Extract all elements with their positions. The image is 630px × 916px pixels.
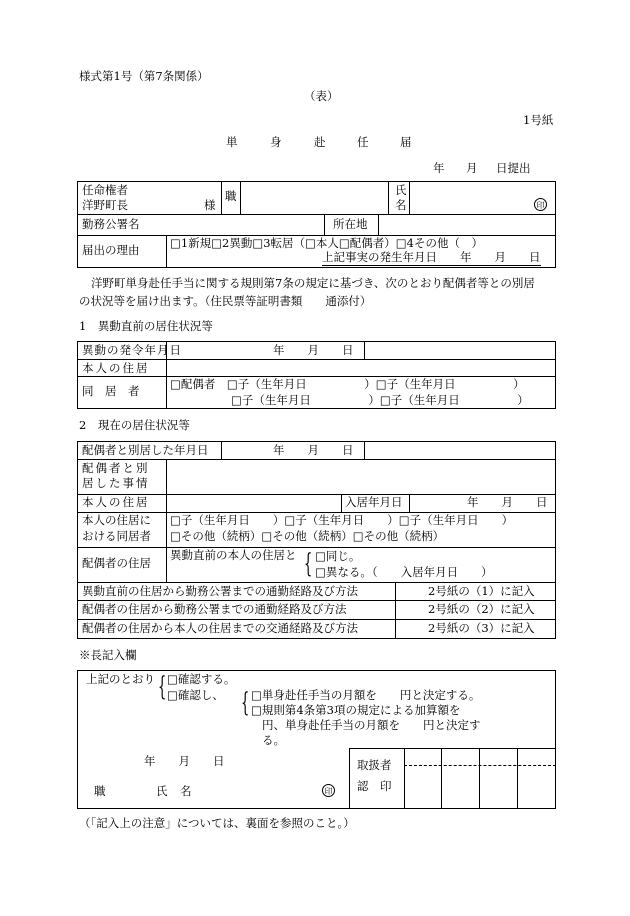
s1-residence-label: 本人の住居 [82, 361, 150, 375]
intro-line-2: の状況等を届け出ます。（住民票等証明書類 通添付） [79, 294, 372, 308]
s1-cohab-row2[interactable]: □子（生年月日 ）□子（生年月日 ） [231, 393, 529, 407]
mayor-label: 洋野町長 [82, 198, 128, 212]
side-label: （表） [304, 89, 339, 103]
handler-label-2: 認 印 [357, 779, 392, 793]
s2-move-in-value[interactable]: 年 月 日 [467, 495, 548, 509]
chief-confirm2[interactable]: □確認し、 [167, 688, 224, 702]
s2-reason-label-2: 居した事情 [82, 476, 150, 490]
s2-spouse-diff[interactable]: □異なる。（ 入居年月日 ） [315, 565, 493, 579]
s2-reason-label-1: 配偶者と別 [82, 461, 150, 475]
s2-route3-ref: 2号紙の（3）に記入 [428, 621, 535, 635]
s1-cohab-row1[interactable]: □配偶者 □子（生年月日 ）□子（生年月日 ） [170, 377, 525, 391]
name-label-bottom: 名 [395, 198, 407, 212]
location-label: 所在地 [333, 217, 368, 231]
chief-opt1[interactable]: □単身赴任手当の月額を 円と決定する。 [251, 688, 481, 702]
s1-date-label: 異動の発令年月日 [82, 343, 182, 357]
sheet-number: 1号紙 [523, 113, 554, 127]
section1-title: 1 異動直前の居住状況等 [79, 319, 213, 333]
intro-line-1: 洋野町単身赴任手当に関する規則第7条の規定に基づき、次のとおり配偶者等との別居 [91, 276, 535, 290]
s2-route1-ref: 2号紙の（1）に記入 [428, 584, 535, 598]
brace-icon: { [304, 549, 313, 579]
s2-spouse-same[interactable]: □同じ。 [315, 549, 361, 563]
brace-icon: { [241, 688, 250, 718]
office-label: 勤務公署名 [82, 217, 140, 231]
s2-cohab-row1[interactable]: □子（生年月日 ）□子（生年月日 ）□子（生年月日 ） [170, 513, 514, 527]
s2-cohab-row2[interactable]: □その他（続柄）□その他（続柄）□その他（続柄） [170, 529, 445, 543]
s2-spouse-res-label: 配偶者の住居 [82, 556, 151, 570]
s2-route2: 配偶者の住居から勤務公署までの通勤経路及び方法 [82, 602, 347, 616]
s2-spouse-res-text: 異動直前の本人の住居と [170, 548, 297, 562]
s2-sep-date-value[interactable]: 年 月 日 [273, 443, 354, 457]
s2-residence-label: 本人の住居 [82, 495, 150, 509]
s2-sep-date-label: 配偶者と別居した年月日 [82, 443, 209, 457]
s2-route1: 異動直前の住居から勤務公署までの通勤経路及び方法 [82, 584, 358, 598]
official-label-1: 職 [94, 784, 106, 798]
chief-date[interactable]: 年 月 日 [144, 754, 225, 768]
chief-prefix: 上記のとおり [86, 672, 155, 686]
s2-move-in-label: 入居年月日 [345, 495, 403, 509]
sama-label: 様 [204, 198, 216, 212]
appointer-label: 任命権者 [82, 183, 128, 197]
chief-opt2c: る。 [262, 733, 285, 747]
s1-cohab-label: 同 居 者 [82, 384, 140, 398]
reason-options[interactable]: □1新規□2異動□3転居（□本人□配偶者）□4その他（ ） [170, 236, 483, 250]
brace-icon: { [158, 672, 167, 702]
reason-label: 届出の理由 [82, 243, 140, 257]
form-title: 単 身 赴 任 届 [226, 135, 412, 149]
official-label-3: 名 [180, 784, 192, 798]
chief-opt2b: 円、単身赴任手当の月額を 円と決定す [262, 718, 481, 732]
handler-label-1: 取扱者 [357, 758, 392, 772]
s2-cohab-label-2: おける同居者 [82, 529, 151, 543]
s2-route2-ref: 2号紙の（2）に記入 [428, 602, 535, 616]
seal-icon: 印 [534, 198, 547, 211]
occurrence-date: 上記事実の発生年月日 年 月 日 [322, 250, 541, 264]
section2-title: 2 現在の居住状況等 [79, 418, 190, 432]
form-number: 様式第1号（第7条関係） [79, 69, 209, 83]
position-label: 職 [225, 189, 237, 203]
chief-opt2a[interactable]: □規則第4条第3項の規定による加算額を [251, 703, 461, 717]
name-label-top: 氏 [395, 183, 407, 197]
chief-confirm[interactable]: □確認する。 [167, 672, 236, 686]
chief-title: ※長記入欄 [79, 648, 137, 662]
footer-note: （「記入上の注意」については、裏面を参照のこと。） [79, 816, 355, 830]
s1-date-value[interactable]: 年 月 日 [273, 343, 354, 357]
official-label-2: 氏 [156, 784, 168, 798]
s2-route3: 配偶者の住居から本人の住居までの交通経路及び方法 [82, 621, 358, 635]
s2-cohab-label-1: 本人の住居に [82, 513, 151, 527]
seal-icon: 印 [322, 784, 335, 797]
